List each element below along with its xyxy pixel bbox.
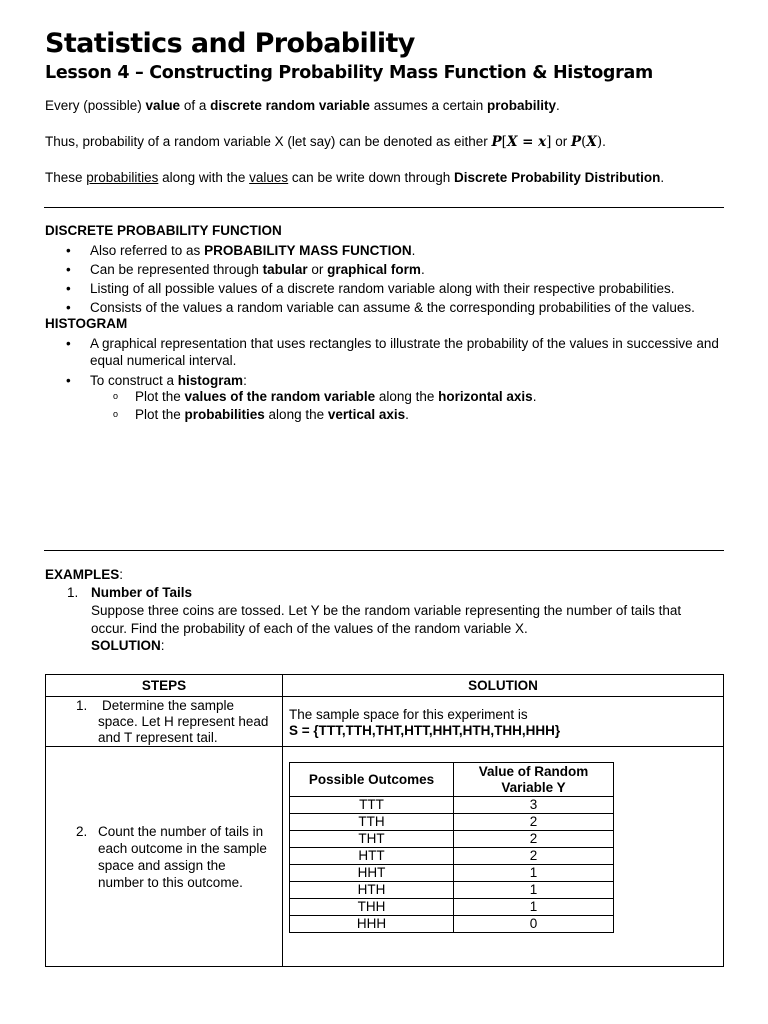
example-problem-line-2: occur. Find the probability of each of the values of the random variable X. (91, 621, 528, 636)
divider-line (44, 550, 724, 551)
text-run: can be write down through (288, 170, 455, 185)
table-row (46, 697, 724, 747)
bullet-text (90, 372, 726, 389)
solution-cell (283, 697, 724, 747)
text-run: values of the random variable (184, 389, 376, 404)
table-header-row (46, 675, 724, 697)
text-run: EXAMPLES (45, 567, 120, 582)
solution-label (91, 638, 165, 653)
text-run: : (119, 567, 124, 582)
text-run: . (602, 134, 606, 149)
text-run: values (249, 170, 289, 185)
outcome-cell: HHH (290, 916, 454, 933)
intro-paragraph-2 (45, 134, 606, 150)
text-run: . (405, 407, 409, 422)
text-run: discrete random variable (210, 98, 370, 113)
outcomes-header-row (290, 763, 614, 797)
text-run: histogram (177, 373, 244, 388)
lesson-subtitle: Lesson 4 – Constructing Probability Mass Function & Histogram (45, 63, 653, 83)
section-heading-histogram: HISTOGRAM (45, 316, 128, 331)
value-cell: 1 (454, 899, 614, 916)
outcomes-table (289, 762, 614, 933)
text-run: Plot the (135, 389, 185, 404)
math-run: P (570, 134, 582, 150)
text-run: . (556, 98, 560, 113)
intro-paragraph-3 (45, 170, 664, 185)
circle-bullet-icon: o (113, 391, 119, 401)
intro-paragraph-1 (45, 98, 560, 113)
header-value (454, 763, 614, 797)
bullet-text (90, 261, 726, 278)
bullet-text: Listing of all possible values of a discrete random variable along with their respective probabilities. (90, 281, 675, 296)
step-text-line: Determine the sample (102, 698, 235, 713)
value-cell: 2 (454, 831, 614, 848)
text-run: Also referred to as (90, 243, 205, 258)
example-problem-line-1: Suppose three coins are tossed. Let Y be the random variable representing the number of tails that (91, 603, 682, 618)
solution-2 (283, 747, 723, 966)
text-run: or (307, 262, 328, 277)
example-title: Number of Tails (91, 585, 193, 600)
bullet-text: Consists of the values a random variable can assume & the corresponding probabilities of the values. (90, 300, 695, 315)
outcome-cell: HTH (290, 882, 454, 899)
sample-space: S = {TTT,TTH,THT,HTT,HHT,HTH,THH,HHH} (289, 723, 561, 738)
text-run: To construct a (90, 373, 178, 388)
outcome-cell: TTT (290, 797, 454, 814)
text-run: Can be represented through (90, 262, 263, 277)
bullet-text: A graphical representation that uses rectangles to illustrate the probability of the values in successive and equal numerical interval. (90, 336, 719, 368)
math-run: P (491, 134, 502, 150)
header-steps: STEPS (46, 675, 283, 697)
outcome-cell: HTT (290, 848, 454, 865)
text-run: : (160, 638, 165, 653)
math-run: [ (501, 134, 507, 150)
math-run: ) (596, 134, 603, 150)
header-value-line: Variable Y (501, 779, 566, 795)
divider-line (44, 207, 724, 208)
text-run: . (660, 170, 665, 185)
math-run: X = x (506, 134, 547, 150)
solution-text-line: The sample space for this experiment is (289, 707, 528, 722)
text-run: Thus, probability of a random variable X (let say) can be denoted as either (45, 134, 492, 149)
bullet-icon: • (66, 373, 71, 388)
text-run: horizontal axis (438, 389, 533, 404)
text-run: probability (487, 98, 557, 113)
table-row (290, 848, 614, 865)
text-run: along with the (158, 170, 250, 185)
value-cell: 3 (454, 797, 614, 814)
step-number: 1. (76, 698, 88, 713)
text-run: vertical axis (327, 407, 406, 422)
circle-bullet-icon: o (113, 409, 119, 419)
value-cell: 2 (454, 848, 614, 865)
step-text-line: number to this outcome. (98, 875, 243, 890)
step-text-line: space. Let H represent head (98, 714, 269, 729)
section-heading-dpf: DISCRETE PROBABILITY FUNCTION (45, 223, 282, 238)
value-cell: 1 (454, 865, 614, 882)
text-run: assumes a certain (369, 98, 487, 113)
text-run: Discrete Probability Distribution (454, 170, 661, 185)
text-run: These (45, 170, 87, 185)
step-text-line: space and assign the (98, 858, 226, 873)
sub-bullet-text (135, 407, 409, 422)
table-row (290, 831, 614, 848)
table-row (290, 882, 614, 899)
outcomes-body (290, 797, 614, 933)
table-row (290, 865, 614, 882)
text-run: along the (375, 389, 439, 404)
step-text-line: each outcome in the sample (98, 841, 267, 856)
text-run: value (145, 98, 181, 113)
text-run: or (551, 134, 571, 149)
table-row (46, 747, 724, 967)
document-title: Statistics and Probability (45, 28, 415, 59)
text-run: graphical form (327, 262, 421, 277)
bullet-text (90, 242, 726, 259)
header-solution: SOLUTION (283, 675, 724, 697)
text-run: PROBABILITY MASS FUNCTION (204, 243, 412, 258)
step-text-line: and T represent tail. (98, 730, 218, 745)
text-run: Every (possible) (45, 98, 146, 113)
text-run: . (420, 262, 425, 277)
text-run: tabular (262, 262, 308, 277)
step-cell (46, 747, 283, 967)
example-number: 1. (67, 585, 79, 600)
solution-cell (283, 747, 724, 967)
text-run: of a (180, 98, 211, 113)
table-row (290, 899, 614, 916)
text-run: probabilities (184, 407, 265, 422)
bullet-icon: • (66, 243, 71, 258)
value-cell: 0 (454, 916, 614, 933)
table-row (290, 797, 614, 814)
examples-heading (45, 567, 123, 582)
text-run: probabilities (86, 170, 159, 185)
outcome-cell: THH (290, 899, 454, 916)
math-run: ( (581, 134, 587, 150)
outcome-cell: TTH (290, 814, 454, 831)
value-cell: 2 (454, 814, 614, 831)
text-run: along the (264, 407, 328, 422)
text-run: : (243, 373, 247, 388)
header-value-line: Value of Random (478, 763, 589, 779)
step-1 (46, 697, 282, 746)
steps-solution-table (45, 674, 724, 967)
sub-bullet-text (135, 389, 536, 404)
value-cell: 1 (454, 882, 614, 899)
table-row (290, 916, 614, 933)
text-run: . (411, 243, 416, 258)
bullet-icon: • (66, 300, 71, 315)
header-outcomes: Possible Outcomes (290, 763, 454, 797)
math-run: X (586, 134, 597, 150)
step-2 (46, 747, 282, 966)
table-row (290, 814, 614, 831)
outcome-cell: THT (290, 831, 454, 848)
text-run: Plot the (135, 407, 185, 422)
bullet-icon: • (66, 262, 71, 277)
step-number: 2. (76, 824, 88, 839)
math-run: ] (546, 134, 552, 150)
text-run: . (532, 389, 537, 404)
step-text-line: Count the number of tails in (98, 824, 264, 839)
text-run: SOLUTION (91, 638, 161, 653)
step-cell (46, 697, 283, 747)
outcome-cell: HHT (290, 865, 454, 882)
bullet-icon: • (66, 281, 71, 296)
solution-1 (283, 697, 723, 746)
bullet-icon: • (66, 336, 71, 351)
